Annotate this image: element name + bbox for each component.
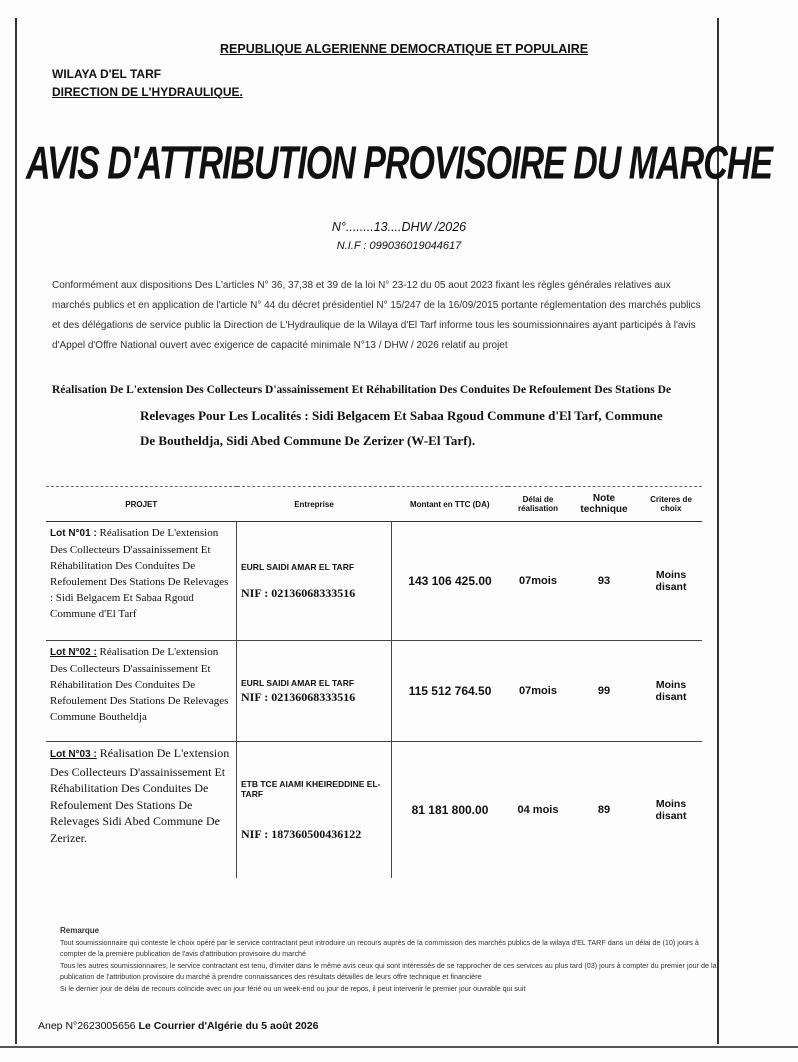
delay-cell: 07mois xyxy=(508,522,568,641)
lot-description: Réalisation De L'extension Des Collecteurs D'assainissement Et Réhabilitation Des Conduites De Refoulement Des Stations De Relevages Commune Boutheldja xyxy=(50,646,229,723)
amount-cell: 115 512 764.50 xyxy=(392,641,509,742)
lot-number: Lot N°02 : xyxy=(50,647,97,658)
delay-cell: 07mois xyxy=(508,641,568,742)
republic-header: REPUBLIQUE ALGERIENNE DEMOCRATIQUE ET POPULAIRE xyxy=(220,42,589,56)
criteria-cell: Moins disant xyxy=(640,522,702,641)
lot-number: Lot N°03 : xyxy=(50,749,97,760)
intro-paragraph: Conformément aux dispositions Des L'articles N° 36, 37,38 et 39 de la loi N° 23-12 du 05 aout 2023 fixant les règles générales relatives aux marchés publics et en application de l'article N° 44 du décret présidentiel N° 15/247 de la 16/09/2015 portante réglementation des marchés publics et des délégations de service public la Direction de L'Hydraulique de la Wilaya d'El Tarf informe tous les soumissionnaires ayant participés à l'avis d'Appel d'Offre National ouvert avec exigence de capacité minimale N°13 / DHW / 2026 relatif au projet xyxy=(52,280,701,351)
header-criteres: Criteres de choix xyxy=(640,487,702,522)
project-title xyxy=(52,378,712,453)
project-line-2: Relevages Pour Les Localités : Sidi Belgacem Et Sabaa Rgoud Commune d'El Tarf, Commune xyxy=(140,408,663,423)
notice-title: AVIS D'ATTRIBUTION PROVISOIRE DU MARCHE xyxy=(25,138,773,190)
notice-nif: N.I.F : 099036019044617 xyxy=(336,240,462,252)
amount-cell: 81 181 800.00 xyxy=(392,742,509,879)
project-line-3: De Boutheldja, Sidi Abed Commune De Zerizer (W-El Tarf). xyxy=(140,433,476,448)
remark-item: Tous les autres soumissionnaires, le service contractant est tenu, d'inviter dans le même avis ceux qui sont intéressés de se rapprocher de ces services au plus tard (03) jours à compter du premier jour de la publication de l'attribution provisoire du marché à prendre connaissances des résultats détaillés de leurs offre technique et financière xyxy=(60,960,717,981)
table-row xyxy=(46,742,702,879)
enterprise-cell xyxy=(237,522,392,641)
award-table xyxy=(46,486,702,878)
notice-number: N°........13....DHW /2026 xyxy=(331,220,467,234)
lot-number: Lot N°01 : xyxy=(50,528,97,539)
score-cell: 99 xyxy=(568,641,640,742)
enterprise-cell xyxy=(237,641,392,742)
amount-cell: 143 106 425.00 xyxy=(392,522,509,641)
lot-cell xyxy=(46,641,237,742)
header-montant: Montant en TTC (DA) xyxy=(392,487,509,522)
anep-number: Anep N°2623005656 xyxy=(38,1020,136,1032)
bottom-divider xyxy=(0,1046,798,1048)
remark-item: Si le dernier jour de délai de recours coïncide avec un jour férié ou un week-end ou jour de repos, il peut intervenir le premier jour ouvrable qui suit xyxy=(60,983,526,993)
table-header-row xyxy=(46,487,702,522)
remarks-section xyxy=(60,925,720,994)
table-row xyxy=(46,641,702,742)
score-cell: 93 xyxy=(568,522,640,641)
wilaya-label: WILAYA D'EL TARF xyxy=(52,67,162,81)
header-delai: Délai de réalisation xyxy=(508,487,568,522)
remarks-title: Remarque xyxy=(60,926,100,935)
enterprise-name: ETB TCE AIAMI KHEIREDDINE EL-TARF xyxy=(241,778,381,799)
publication-info: Le Courrier d'Algérie du 5 août 2026 xyxy=(138,1020,319,1032)
lot-description: Réalisation De L'extension Des Collecteurs D'assainissement Et Réhabilitation Des Conduites De Refoulement Des Stations De Relevages Sidi Abed Commune De Zerizer. xyxy=(50,746,230,845)
lot-cell xyxy=(46,522,237,641)
footer xyxy=(38,1020,318,1032)
enterprise-name: EURL SAIDI AMAR EL TARF xyxy=(241,677,355,688)
enterprise-nif: NIF : 187360500436122 xyxy=(241,826,362,841)
header-note: Note technique xyxy=(568,487,640,522)
enterprise-nif: NIF : 02136068333516 xyxy=(241,689,356,704)
delay-cell: 04 mois xyxy=(508,742,568,879)
enterprise-name: EURL SAIDI AMAR EL TARF xyxy=(241,561,355,572)
criteria-cell: Moins disant xyxy=(640,641,702,742)
remark-item: Tout soumissionnaire qui conteste le choix opéré par le service contractant peut introduire un recours auprès de la commission des marchés publics de la wilaya d'EL TARF dans un délai de (10) jours à compter de la première publication de l'avis d'attribution provisoire du marché xyxy=(60,937,699,958)
criteria-cell: Moins disant xyxy=(640,742,702,879)
enterprise-nif: NIF : 02136068333516 xyxy=(241,585,356,600)
table-row xyxy=(46,522,702,641)
score-cell: 89 xyxy=(568,742,640,879)
enterprise-cell xyxy=(237,742,392,879)
header-projet: PROJET xyxy=(46,487,237,522)
direction-label: DIRECTION DE L'HYDRAULIQUE. xyxy=(52,85,243,99)
lot-cell xyxy=(46,742,237,879)
lot-description: Réalisation De L'extension Des Collecteurs D'assainissement Et Réhabilitation Des Conduites De Refoulement Des Stations De Relevages : Sidi Belgacem Et Sabaa Rgoud Commune d'El Tarf xyxy=(50,527,229,620)
project-line-1: Réalisation De L'extension Des Collecteurs D'assainissement Et Réhabilitation Des Conduites De Refoulement Des Stations De xyxy=(52,384,672,396)
header-entreprise: Entreprise xyxy=(237,487,392,522)
